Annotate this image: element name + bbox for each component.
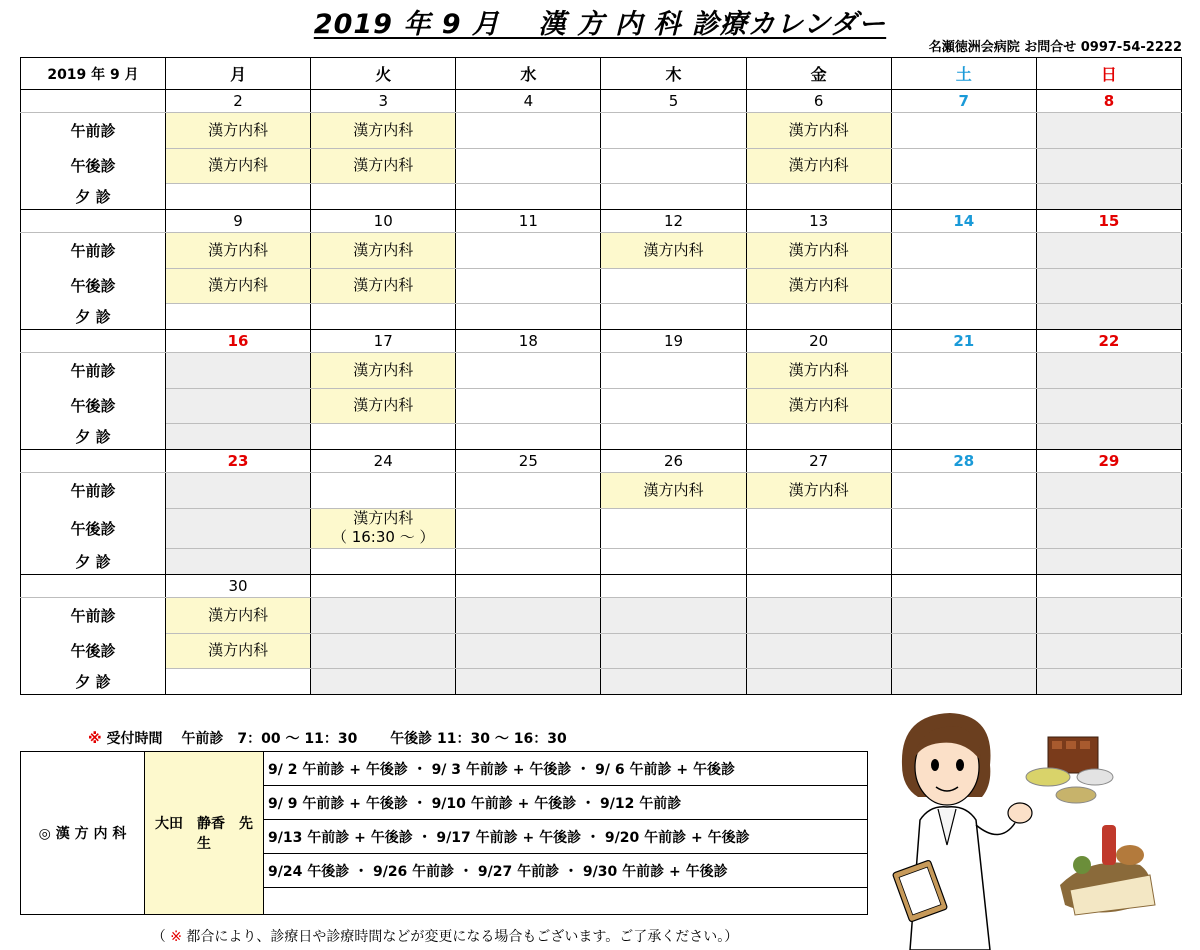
session-cell (166, 388, 311, 423)
session-cell (166, 633, 311, 668)
date-cell: 3 (311, 90, 456, 113)
session-cell (891, 668, 1036, 695)
session-cell (601, 268, 746, 303)
session-cell (891, 423, 1036, 450)
date-cell: 5 (601, 90, 746, 113)
weekday-fri: 金 (746, 58, 891, 90)
clinic-label: 漢方内科 (353, 275, 414, 294)
schedule-line (264, 888, 868, 915)
clinic-label: 漢方内科 (788, 275, 849, 294)
clinic-time-note: （ 16:30 ～ ） (331, 528, 435, 546)
date-cell: 20 (746, 330, 891, 353)
date-cell: 26 (601, 450, 746, 473)
date-cell (1036, 575, 1181, 598)
session-cell (166, 548, 311, 575)
session-cell (746, 548, 891, 575)
session-cell (456, 668, 601, 695)
session-cell (166, 113, 311, 149)
session-cell (891, 598, 1036, 634)
calendar-table (20, 57, 1182, 695)
session-cell (166, 303, 311, 330)
session-cell (166, 268, 311, 303)
weekday-sat: 土 (891, 58, 1036, 90)
session-cell (891, 148, 1036, 183)
calendar-corner-label: 2019 年 9 月 (21, 58, 166, 90)
session-cell (891, 473, 1036, 509)
session-cell (746, 303, 891, 330)
clinic-label: 漢方内科 (353, 395, 414, 414)
session-cell (311, 233, 456, 269)
hospital-contact: 名瀬徳洲会病院 お問合せ 0997-54-2222 (928, 40, 1182, 55)
session-row (21, 668, 1182, 695)
session-cell (601, 598, 746, 634)
clinic-label: 漢方内科 (788, 120, 849, 139)
session-cell (456, 388, 601, 423)
date-cell: 17 (311, 330, 456, 353)
session-cell (746, 473, 891, 509)
clinic-label: 漢方内科 (788, 155, 849, 174)
footnote-open: （ (151, 929, 171, 945)
doctor-figure (892, 713, 1032, 950)
session-cell (891, 233, 1036, 269)
clinic-label: 漢方内科 (788, 240, 849, 259)
session-cell (746, 423, 891, 450)
session-cell (456, 268, 601, 303)
date-row-label (21, 210, 166, 233)
session-cell (1036, 473, 1181, 509)
session-cell (1036, 268, 1181, 303)
date-cell: 11 (456, 210, 601, 233)
session-cell (456, 508, 601, 548)
date-cell (746, 575, 891, 598)
schedule-line: 9/ 2 午前診 + 午後診 ・ 9/ 3 午前診 + 午後診 ・ 9/ 6 午前診 + 午後診 (264, 752, 868, 786)
session-label: 午前診 (21, 233, 166, 269)
session-cell (166, 598, 311, 634)
weekday-sun: 日 (1036, 58, 1181, 90)
footnote-text: 都合により、診療日や診療時間などが変更になる場合もございます。ご了承ください。） (181, 929, 739, 945)
session-cell (1036, 548, 1181, 575)
clinic-label: 漢方内科 (208, 155, 269, 174)
session-cell (311, 113, 456, 149)
session-cell (456, 473, 601, 509)
reception-hours (88, 728, 567, 748)
schedule-line: 9/13 午前診 + 午後診 ・ 9/17 午前診 + 午後診 ・ 9/20 午前診 + 午後診 (264, 820, 868, 854)
session-cell (746, 233, 891, 269)
schedule-line: 9/ 9 午前診 + 午後診 ・ 9/10 午前診 + 午後診 ・ 9/12 午前診 (264, 786, 868, 820)
session-cell (166, 473, 311, 509)
session-label: 午後診 (21, 148, 166, 183)
session-row (21, 508, 1182, 548)
schedule-line: 9/24 午後診 ・ 9/26 午前診 ・ 9/27 午前診 ・ 9/30 午前診 + 午後診 (264, 854, 868, 888)
clinic-label: 漢方内科 (643, 480, 704, 499)
herb-illustration (1026, 737, 1155, 915)
clinic-label: 漢方内科 (788, 360, 849, 379)
session-cell (746, 353, 891, 389)
session-label: 夕 診 (21, 183, 166, 210)
clinic-label: 漢方内科 (353, 360, 414, 379)
session-cell (311, 508, 456, 548)
session-cell (1036, 183, 1181, 210)
date-cell: 18 (456, 330, 601, 353)
reception-text: 受付時間 午前診 7：00 ～ 11：30 午後診 11：30 ～ 16：30 (101, 731, 567, 747)
session-cell (891, 388, 1036, 423)
session-row (21, 353, 1182, 389)
session-cell (601, 668, 746, 695)
date-cell: 23 (166, 450, 311, 473)
session-row (21, 473, 1182, 509)
date-row-label (21, 90, 166, 113)
session-cell (456, 303, 601, 330)
session-cell (746, 388, 891, 423)
date-row-label (21, 450, 166, 473)
session-cell (311, 353, 456, 389)
session-cell (601, 353, 746, 389)
session-cell (456, 598, 601, 634)
date-cell (601, 575, 746, 598)
session-cell (601, 508, 746, 548)
session-cell (601, 423, 746, 450)
date-row (21, 450, 1182, 473)
date-row (21, 575, 1182, 598)
doctor-schedule-table (20, 751, 868, 915)
session-label: 午後診 (21, 268, 166, 303)
weekday-wed: 水 (456, 58, 601, 90)
session-label: 午後診 (21, 633, 166, 668)
date-cell: 4 (456, 90, 601, 113)
session-cell (1036, 113, 1181, 149)
session-row (21, 148, 1182, 183)
session-cell (601, 473, 746, 509)
session-row (21, 423, 1182, 450)
session-cell (456, 548, 601, 575)
session-cell (311, 183, 456, 210)
session-cell (891, 353, 1036, 389)
session-cell (1036, 233, 1181, 269)
clinic-label: 漢方内科 (353, 120, 414, 139)
session-cell (311, 633, 456, 668)
session-cell (311, 598, 456, 634)
session-cell (746, 268, 891, 303)
session-cell (891, 113, 1036, 149)
date-cell (456, 575, 601, 598)
session-cell (456, 148, 601, 183)
session-cell (311, 148, 456, 183)
session-label: 午前診 (21, 113, 166, 149)
session-row (21, 268, 1182, 303)
session-cell (601, 183, 746, 210)
session-cell (601, 113, 746, 149)
clinic-label: 漢方内科 (788, 395, 849, 414)
clinic-label: 漢方内科 (208, 275, 269, 294)
date-row-label (21, 330, 166, 353)
session-cell (601, 388, 746, 423)
session-label: 午前診 (21, 473, 166, 509)
session-cell (1036, 303, 1181, 330)
session-cell (1036, 633, 1181, 668)
session-label: 夕 診 (21, 548, 166, 575)
session-cell (166, 668, 311, 695)
session-cell (311, 388, 456, 423)
session-cell (311, 548, 456, 575)
date-cell: 25 (456, 450, 601, 473)
clinic-label: 漢方内科 (353, 240, 414, 259)
date-cell: 7 (891, 90, 1036, 113)
date-row (21, 330, 1182, 353)
session-cell (601, 548, 746, 575)
session-label: 午前診 (21, 598, 166, 634)
session-row (21, 183, 1182, 210)
reception-mark: ※ (88, 731, 102, 747)
date-cell: 15 (1036, 210, 1181, 233)
date-cell (311, 575, 456, 598)
session-label: 午前診 (21, 353, 166, 389)
calendar-body (21, 90, 1182, 695)
date-cell: 30 (166, 575, 311, 598)
clinic-label: 漢方内科 (208, 120, 269, 139)
schedule-row (21, 752, 868, 786)
clinic-label: 漢方内科 (208, 605, 269, 624)
session-cell (1036, 423, 1181, 450)
session-row (21, 113, 1182, 149)
session-cell (601, 233, 746, 269)
clinic-label: 漢方内科 (643, 240, 704, 259)
session-cell (166, 353, 311, 389)
date-cell: 14 (891, 210, 1036, 233)
session-cell (456, 233, 601, 269)
date-cell: 13 (746, 210, 891, 233)
session-cell (311, 668, 456, 695)
schedule-department: ◎ 漢 方 内 科 (21, 752, 145, 915)
date-cell: 16 (166, 330, 311, 353)
date-cell: 6 (746, 90, 891, 113)
footnote (0, 926, 890, 946)
session-cell (746, 598, 891, 634)
date-row-label (21, 575, 166, 598)
session-cell (456, 423, 601, 450)
session-cell (601, 148, 746, 183)
session-cell (311, 303, 456, 330)
session-label: 夕 診 (21, 668, 166, 695)
date-cell: 27 (746, 450, 891, 473)
session-cell (601, 303, 746, 330)
date-cell: 29 (1036, 450, 1181, 473)
page-title: 2019 年 9 月 漢 方 内 科 診療カレンダー (313, 9, 887, 40)
date-cell (891, 575, 1036, 598)
date-row (21, 90, 1182, 113)
date-row (21, 210, 1182, 233)
session-cell (891, 548, 1036, 575)
schedule-doctor: 大田 静香 先生 (145, 752, 264, 915)
session-label: 夕 診 (21, 303, 166, 330)
session-label: 夕 診 (21, 423, 166, 450)
date-cell: 19 (601, 330, 746, 353)
session-cell (166, 233, 311, 269)
session-cell (891, 268, 1036, 303)
session-cell (166, 183, 311, 210)
session-cell (1036, 508, 1181, 548)
session-row (21, 633, 1182, 668)
session-cell (891, 303, 1036, 330)
session-label: 午後診 (21, 508, 166, 548)
date-cell: 21 (891, 330, 1036, 353)
date-cell: 22 (1036, 330, 1181, 353)
session-cell (1036, 598, 1181, 634)
date-cell: 9 (166, 210, 311, 233)
date-cell: 28 (891, 450, 1036, 473)
session-row (21, 388, 1182, 423)
session-cell (1036, 353, 1181, 389)
date-cell: 8 (1036, 90, 1181, 113)
clinic-label: 漢方内科 (208, 240, 269, 259)
session-cell (891, 183, 1036, 210)
session-cell (456, 113, 601, 149)
session-cell (166, 148, 311, 183)
session-cell (746, 113, 891, 149)
session-cell (746, 508, 891, 548)
clinic-label: 漢方内科 (353, 508, 414, 527)
session-cell (746, 668, 891, 695)
session-cell (1036, 148, 1181, 183)
date-cell: 10 (311, 210, 456, 233)
session-cell (746, 148, 891, 183)
session-cell (166, 423, 311, 450)
session-cell (311, 423, 456, 450)
session-row (21, 598, 1182, 634)
clinic-label: 漢方内科 (208, 640, 269, 659)
session-cell (166, 508, 311, 548)
footnote-mark: ※ (170, 929, 182, 945)
session-cell (456, 183, 601, 210)
session-row (21, 233, 1182, 269)
session-cell (601, 633, 746, 668)
session-cell (746, 633, 891, 668)
session-cell (1036, 388, 1181, 423)
session-cell (1036, 668, 1181, 695)
session-row (21, 548, 1182, 575)
date-cell: 24 (311, 450, 456, 473)
doctor-illustration (890, 705, 1200, 950)
clinic-label: 漢方内科 (353, 155, 414, 174)
date-cell: 2 (166, 90, 311, 113)
weekday-thu: 木 (601, 58, 746, 90)
session-cell (891, 633, 1036, 668)
session-cell (456, 353, 601, 389)
weekday-mon: 月 (166, 58, 311, 90)
session-cell (456, 633, 601, 668)
session-cell (311, 268, 456, 303)
session-cell (746, 183, 891, 210)
session-cell (891, 508, 1036, 548)
clinic-label: 漢方内科 (788, 480, 849, 499)
session-cell (311, 473, 456, 509)
session-label: 午後診 (21, 388, 166, 423)
session-row (21, 303, 1182, 330)
date-cell: 12 (601, 210, 746, 233)
weekday-header-row (21, 58, 1182, 90)
weekday-tue: 火 (311, 58, 456, 90)
